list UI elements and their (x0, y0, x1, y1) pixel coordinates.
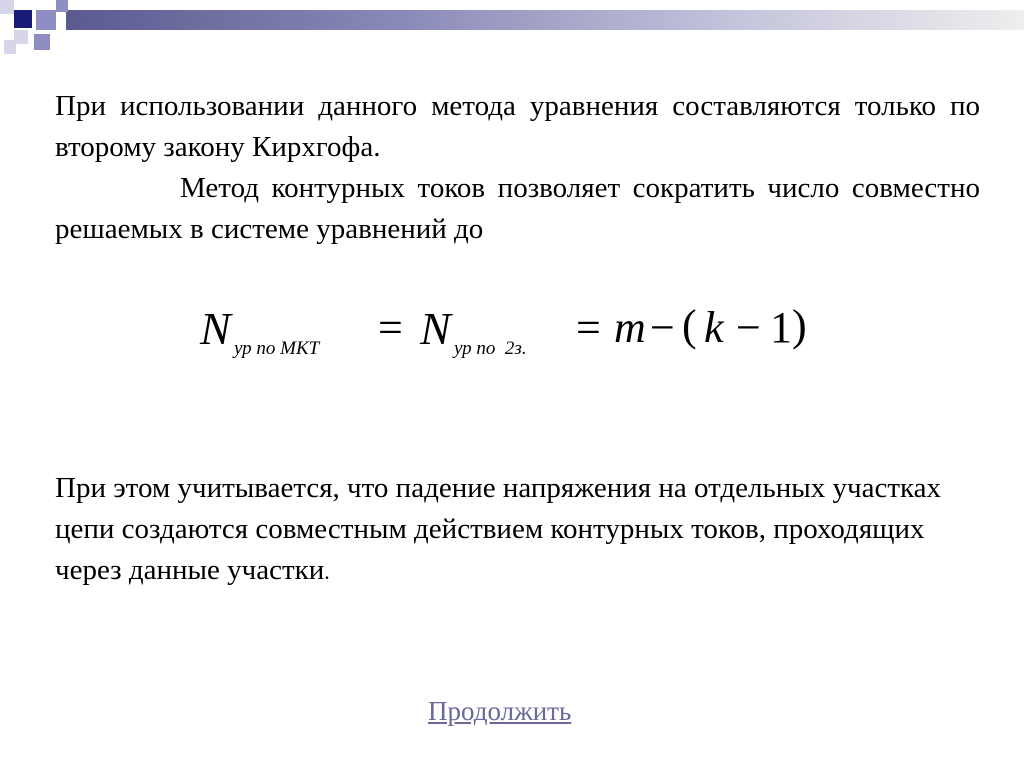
header-square (4, 40, 16, 54)
paragraph-voltage-drop-text: При этом учитывается, что падение напряжения на отдельных участках цепи создаются совместным действием контурных токов, проходящих через данные участки (55, 472, 942, 586)
header-square (14, 10, 32, 28)
formula-minus: − (650, 303, 675, 352)
header-square (14, 30, 28, 44)
formula-subscript: ур по 2з. (454, 338, 527, 359)
formula-paren-left: ( (682, 301, 697, 350)
formula-subscript: ур по МКТ (234, 338, 320, 359)
paragraph-voltage-drop-period: . (324, 559, 330, 584)
formula-paren-right: ) (792, 301, 807, 350)
formula-symbol-n: N (420, 303, 451, 354)
header-square (34, 34, 50, 50)
paragraph-voltage-drop (55, 468, 975, 592)
formula-equals: = (378, 303, 403, 352)
paragraph-intro: При использовании данного метода уравнения составляются только по второму закону Кирхгофа. (55, 90, 980, 163)
equation-count-formula (200, 296, 840, 376)
formula-minus: − (736, 303, 761, 352)
formula-symbol-n: N (200, 303, 231, 354)
paragraph-method: Метод контурных токов позволяет сократить число совместно решаемых в системе уравнений до (55, 172, 980, 245)
formula-symbol-k: k (704, 303, 724, 352)
continue-link[interactable]: Продолжить (428, 696, 572, 726)
header-decoration (0, 0, 1024, 60)
formula-equals: = (576, 303, 601, 352)
header-square (0, 0, 14, 14)
formula-one: 1 (770, 303, 792, 352)
header-square (56, 0, 68, 12)
header-square (36, 10, 56, 30)
header-gradient-bar (66, 10, 1024, 30)
formula-symbol-m: m (614, 303, 646, 352)
